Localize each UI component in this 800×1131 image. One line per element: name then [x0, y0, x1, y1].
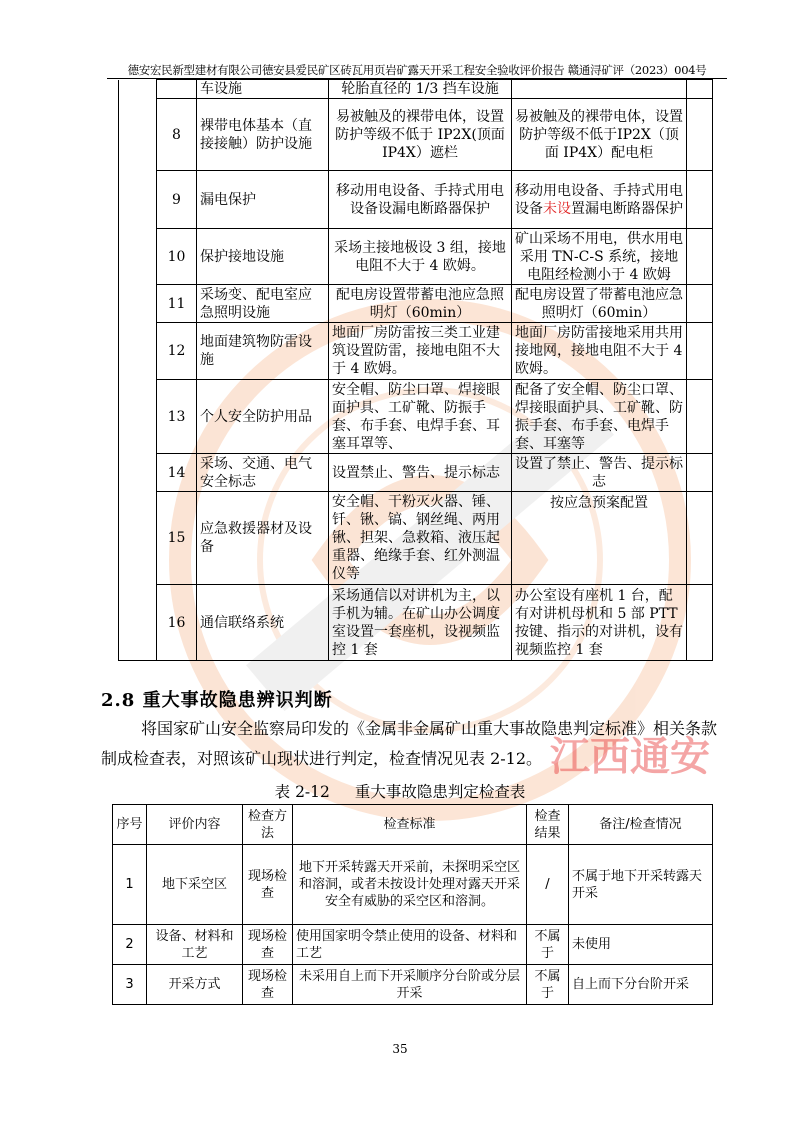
status-cell: 配电房设置了带蓄电池应急照明灯（60min） — [512, 285, 687, 323]
method-cell: 现场检查 — [243, 965, 293, 1005]
item-cell: 裸带电体基本（直接接触）防护设施 — [197, 99, 329, 171]
table-row — [119, 454, 713, 492]
standard-cell: 移动用电设备、手持式用电设备设漏电断路器保护 — [329, 171, 512, 229]
caption-number: 表 2-12 — [274, 783, 330, 801]
result-cell: / — [527, 845, 569, 925]
no-cell: 2 — [113, 925, 147, 965]
table-row — [119, 229, 713, 285]
no-cell: 11 — [157, 285, 197, 323]
content-cell: 地下采空区 — [147, 845, 243, 925]
no-cell: 9 — [157, 171, 197, 229]
section-title: 2.8 重大事故隐患辨识判断 — [101, 690, 333, 711]
item-cell: 采场变、配电室应急照明设施 — [197, 285, 329, 323]
status-cell: 易被触及的裸带电体，设置防护等级不低于IP2X（顶面 IP4X）配电柜 — [512, 99, 687, 171]
table-row — [113, 925, 713, 965]
result-cell: 不属于 — [527, 925, 569, 965]
header-standard: 检查标准 — [293, 805, 527, 845]
standard-cell: 地下开采转露天开采前，未探明采空区和溶洞，或者未按设计处理对露天开采安全有威胁的采空区和溶洞。 — [293, 845, 527, 925]
no-cell: 1 — [113, 845, 147, 925]
note-cell: 未使用 — [569, 925, 713, 965]
standard-cell: 配电房设置带蓄电池应急照明灯（60min） — [329, 285, 512, 323]
table-row — [119, 323, 713, 380]
table-row — [119, 99, 713, 171]
note-cell: 自上而下分台阶开采 — [569, 965, 713, 1005]
header-content: 评价内容 — [147, 805, 243, 845]
standard-cell: 安全帽、干粉灭火器、锤、钎、锹、镐、钢丝绳、两用锹、担架、急救箱、液压起重器、绝缘手套、红外测温仪等 — [329, 492, 512, 585]
note-cell: 不属于地下开采转露天开采 — [569, 845, 713, 925]
table-row — [119, 380, 713, 454]
no-cell: 15 — [157, 492, 197, 585]
caption-title: 重大事故隐患判定检查表 — [354, 783, 526, 801]
page-header: 德安宏民新型建材有限公司德安县爱民矿区砖瓦用页岩矿露天开采工程安全验收评价报告 赣通浔矿评（2023）004号 — [127, 63, 707, 77]
header-note: 备注/检查情况 — [569, 805, 713, 845]
no-cell: 14 — [157, 454, 197, 492]
table-row — [119, 80, 713, 99]
table-row — [113, 965, 713, 1005]
standard-cell: 地面厂房防雷按三类工业建筑设置防雷，接地电阻不大于 4 欧姆。 — [329, 323, 512, 380]
missing-mark: 未设 — [543, 200, 571, 217]
standard-cell: 设置禁止、警告、提示标志 — [329, 454, 512, 492]
method-cell: 现场检查 — [243, 845, 293, 925]
no-cell: 16 — [157, 585, 197, 661]
table-row — [119, 171, 713, 229]
facility-table — [118, 79, 713, 661]
content-cell: 开采方式 — [147, 965, 243, 1005]
item-cell: 保护接地设施 — [197, 229, 329, 285]
standard-cell: 使用国家明令禁止使用的设备、材料和工艺 — [293, 925, 527, 965]
standard-cell: 易被触及的裸带电体，设置防护等级不低于 IP2X(顶面IP4X）遮栏 — [329, 99, 512, 171]
item-cell: 车设施 — [197, 80, 329, 99]
status-cell: 设置了禁止、警告、提示标志 — [512, 454, 687, 492]
table-row — [113, 845, 713, 925]
standard-cell: 未采用自上而下开采顺序分台阶或分层开采 — [293, 965, 527, 1005]
page-number: 35 — [392, 1042, 408, 1056]
status-cell: 地面厂房防雷接地采用共用接地网，接地电阻不大于 4 欧姆。 — [512, 323, 687, 380]
header-result: 检查结果 — [527, 805, 569, 845]
item-cell: 通信联络系统 — [197, 585, 329, 661]
table-row — [119, 285, 713, 323]
method-cell: 现场检查 — [243, 925, 293, 965]
watermark-text: 江西通安 — [550, 734, 710, 780]
table-row — [119, 585, 713, 661]
standard-cell: 采场通信以对讲机为主，以手机为辅。在矿山办公调度室设置一套座机，设视频监控 1 套 — [329, 585, 512, 661]
table-caption — [0, 780, 800, 802]
item-cell: 地面建筑物防雷设施 — [197, 323, 329, 380]
table-row — [119, 492, 713, 585]
standard-cell: 轮胎直径的 1/3 挡车设施 — [329, 80, 512, 99]
no-cell: 3 — [113, 965, 147, 1005]
table-header-row — [113, 805, 713, 845]
body-paragraph: 将国家矿山安全监察局印发的《金属非金属矿山重大事故隐患判定标准》相关条款制成检查表，对照该矿山现状进行判定，检查情况见表 2-12。 — [101, 719, 718, 768]
no-cell: 13 — [157, 380, 197, 454]
item-cell: 应急救援器材及设备 — [197, 492, 329, 585]
no-cell: 10 — [157, 229, 197, 285]
status-cell: 配备了安全帽、防尘口罩、焊接眼面护具、工矿靴、防振手套、布手套、电焊手套、耳塞等 — [512, 380, 687, 454]
hazard-check-table — [112, 804, 713, 1005]
status-cell: 按应急预案配置 — [512, 492, 687, 585]
item-cell: 漏电保护 — [197, 171, 329, 229]
standard-cell: 安全帽、防尘口罩、焊接眼面护具、工矿靴、防振手套、布手套、电焊手套、耳塞耳罩等、 — [329, 380, 512, 454]
standard-cell: 采场主接地极设 3 组，接地电阻不大于 4 欧姆。 — [329, 229, 512, 285]
status-cell: 办公室设有座机 1 台，配有对讲机母机和 5 部 PTT 按键、指示的对讲机，设有视频监控 1 套 — [512, 585, 687, 661]
header-no: 序号 — [113, 805, 147, 845]
item-cell: 个人安全防护用品 — [197, 380, 329, 454]
result-cell: 不属于 — [527, 965, 569, 1005]
no-cell: 8 — [157, 99, 197, 171]
content-cell: 设备、材料和工艺 — [147, 925, 243, 965]
status-cell: 移动用电设备、手持式用电设备未设置漏电断路器保护 — [512, 171, 687, 229]
item-cell: 采场、交通、电气安全标志 — [197, 454, 329, 492]
status-cell: 矿山采场不用电，供水用电采用 TN-C-S 系统，接地电阻经检测小于 4 欧姆 — [512, 229, 687, 285]
header-method: 检查方法 — [243, 805, 293, 845]
no-cell: 12 — [157, 323, 197, 380]
